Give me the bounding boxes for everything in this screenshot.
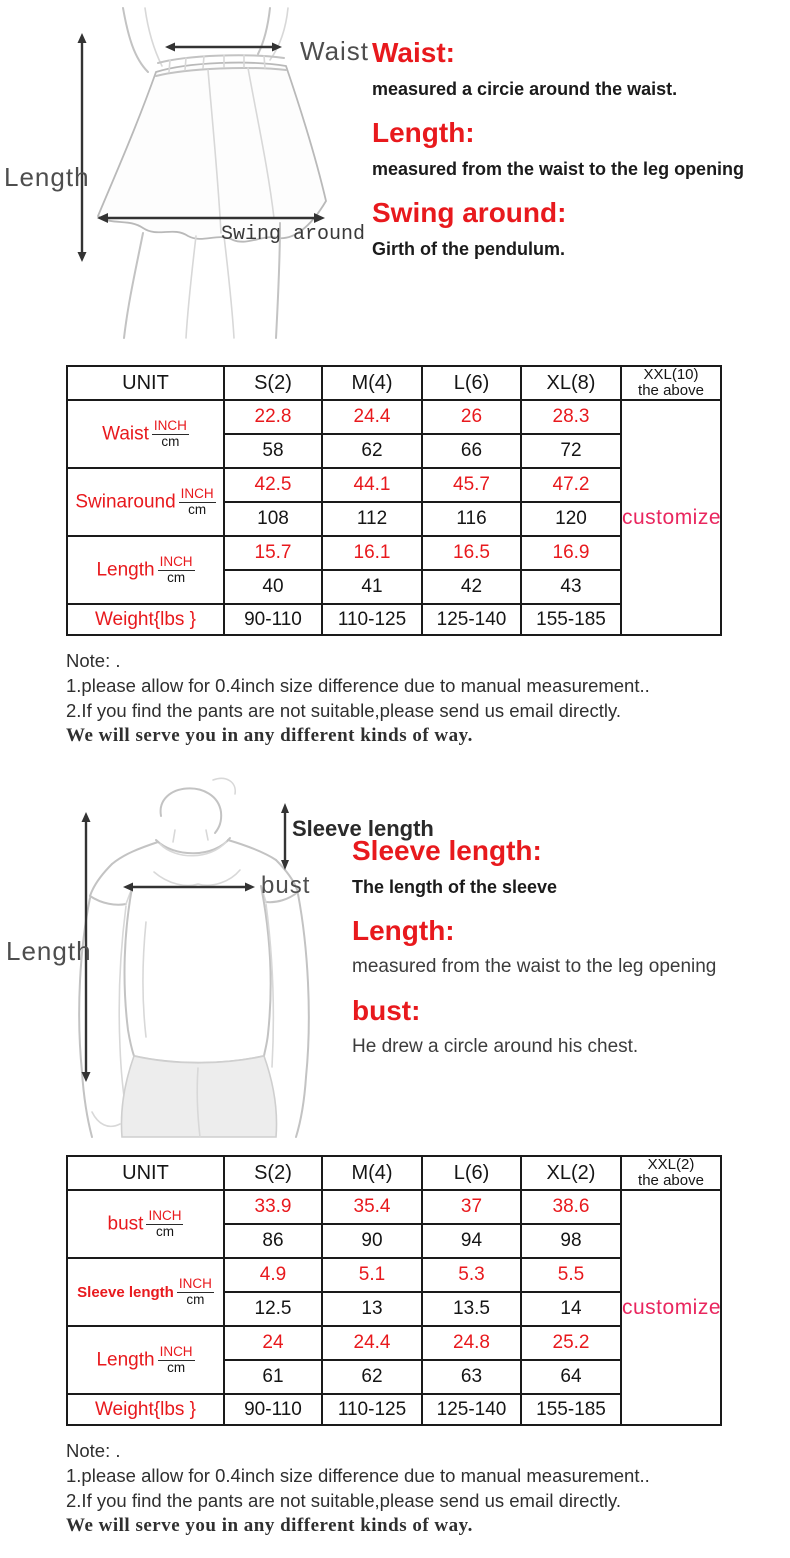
value-cell: 90 [322, 1224, 422, 1258]
value-cell: 66 [422, 434, 521, 468]
unit-cm: cm [188, 501, 207, 517]
table-header-row [67, 366, 721, 400]
row-label: Length [96, 1349, 155, 1370]
value-cell: 90-110 [224, 1394, 322, 1425]
value-cell: 5.5 [521, 1258, 621, 1292]
value-cell: 42.5 [224, 468, 322, 502]
unit-fraction [177, 1277, 214, 1308]
value-cell: 33.9 [224, 1190, 322, 1224]
definition-term: Length: [372, 117, 475, 148]
definition-term: Length: [352, 915, 455, 946]
header-cell: XL(8) [521, 366, 621, 400]
unit-fraction [158, 555, 195, 586]
row-label-cell [67, 1258, 224, 1326]
definition-desc: He drew a circle around his chest. [352, 1036, 639, 1057]
note-title: Note: . [66, 650, 121, 671]
value-cell: 15.7 [224, 536, 322, 570]
value-cell: 26 [422, 400, 521, 434]
definitions-section-1 [372, 36, 782, 276]
table-row [67, 400, 721, 434]
swing-diagram-label: Swing around [221, 223, 366, 246]
definition-bust [352, 994, 782, 1058]
value-cell: 28.3 [521, 400, 621, 434]
customize-cell: customize [621, 1190, 721, 1425]
value-cell: 12.5 [224, 1292, 322, 1326]
value-cell: 64 [521, 1360, 621, 1394]
value-cell: 37 [422, 1190, 521, 1224]
unit-cm: cm [167, 569, 186, 585]
xxl-line2: the above [638, 382, 704, 399]
value-cell: 16.1 [322, 536, 422, 570]
size-table-shirt [66, 1155, 722, 1426]
note-line: 1.please allow for 0.4inch size difference due to manual measurement.. [66, 1465, 650, 1486]
header-cell: UNIT [67, 366, 224, 400]
note-line: 1.please allow for 0.4inch size difference due to manual measurement.. [66, 675, 650, 696]
value-cell: 63 [422, 1360, 521, 1394]
value-cell: 45.7 [422, 468, 521, 502]
xxl-line1: XXL(10) [643, 366, 699, 383]
weight-label: Weight{lbs } [67, 1394, 224, 1425]
value-cell: 5.1 [322, 1258, 422, 1292]
value-cell: 90-110 [224, 604, 322, 635]
shirt-sketch [79, 778, 309, 1137]
definition-waist [372, 36, 782, 100]
value-cell: 58 [224, 434, 322, 468]
value-cell: 155-185 [521, 1394, 621, 1425]
value-cell: 24 [224, 1326, 322, 1360]
sleeve-length-arrow [281, 803, 289, 870]
row-label-cell [67, 1190, 224, 1258]
weight-label: Weight{lbs } [67, 604, 224, 635]
definition-desc: measured a circie around the waist. [372, 79, 678, 99]
value-cell: 108 [224, 502, 322, 536]
row-label: Sleeve length [77, 1283, 174, 1301]
row-label: Waist [102, 423, 149, 444]
unit-inch: INCH [159, 553, 193, 569]
value-cell: 35.4 [322, 1190, 422, 1224]
header-cell-xxl [621, 1156, 721, 1190]
unit-fraction [152, 419, 189, 450]
row-label-cell [67, 468, 224, 536]
row-label-cell [67, 400, 224, 468]
definition-length-2 [352, 914, 782, 978]
value-cell: 40 [224, 570, 322, 604]
bust-arrow [123, 883, 255, 892]
value-cell: 16.9 [521, 536, 621, 570]
unit-fraction [146, 1209, 183, 1240]
definitions-section-2 [352, 834, 782, 1074]
definition-term: Swing around: [372, 197, 567, 228]
definition-term: bust: [352, 995, 421, 1026]
row-label: bust [107, 1213, 144, 1234]
value-cell: 16.5 [422, 536, 521, 570]
value-cell: 112 [322, 502, 422, 536]
value-cell: 42 [422, 570, 521, 604]
value-cell: 22.8 [224, 400, 322, 434]
header-cell: S(2) [224, 366, 322, 400]
unit-cm: cm [167, 1359, 186, 1375]
row-label: Swinaround [75, 491, 176, 512]
definition-length [372, 116, 782, 180]
note-line: 2.If you find the pants are not suitable,please send us email directly. [66, 1490, 621, 1511]
bust-diagram-label: bust [261, 872, 311, 899]
unit-inch: INCH [153, 417, 187, 433]
value-cell: 125-140 [422, 1394, 521, 1425]
table-header-row [67, 1156, 721, 1190]
table-row [67, 1190, 721, 1224]
value-cell: 110-125 [322, 1394, 422, 1425]
definition-term: Sleeve length: [352, 835, 542, 866]
note-line: We will serve you in any different kinds of way. [66, 1515, 473, 1536]
value-cell: 155-185 [521, 604, 621, 635]
value-cell: 61 [224, 1360, 322, 1394]
value-cell: 62 [322, 1360, 422, 1394]
note-line: 2.If you find the pants are not suitable,please send us email directly. [66, 700, 621, 721]
sleeve-diagram-label: Sleeve length [292, 816, 434, 841]
value-cell: 4.9 [224, 1258, 322, 1292]
value-cell: 38.6 [521, 1190, 621, 1224]
definition-sleeve [352, 834, 782, 898]
unit-fraction [158, 1345, 195, 1376]
header-cell: L(6) [422, 366, 521, 400]
waist-diagram-label: Waist [300, 36, 370, 66]
note-block-1 [66, 648, 650, 748]
unit-fraction [179, 487, 216, 518]
value-cell: 47.2 [521, 468, 621, 502]
length-arrow [78, 33, 87, 262]
value-cell: 13.5 [422, 1292, 521, 1326]
unit-inch: INCH [178, 1275, 212, 1291]
waist-arrow [165, 43, 282, 52]
unit-inch: INCH [180, 485, 214, 501]
definition-desc: measured from the waist to the leg opening [372, 159, 745, 179]
header-cell: M(4) [322, 366, 422, 400]
note-line: We will serve you in any different kinds of way. [66, 725, 473, 746]
unit-inch: INCH [159, 1343, 193, 1359]
note-block-2 [66, 1438, 650, 1538]
definition-desc: The length of the sleeve [352, 877, 558, 897]
length-diagram-label: Length [4, 162, 90, 192]
definition-swing [372, 196, 782, 260]
value-cell: 125-140 [422, 604, 521, 635]
definition-term: Waist: [372, 37, 455, 68]
value-cell: 94 [422, 1224, 521, 1258]
value-cell: 24.4 [322, 1326, 422, 1360]
value-cell: 43 [521, 570, 621, 604]
unit-cm: cm [161, 433, 180, 449]
header-cell-xxl [621, 366, 721, 400]
value-cell: 24.4 [322, 400, 422, 434]
definition-desc: measured from the waist to the leg opening [352, 956, 717, 977]
row-label: Length [96, 559, 155, 580]
header-cell: S(2) [224, 1156, 322, 1190]
value-cell: 110-125 [322, 604, 422, 635]
header-cell: UNIT [67, 1156, 224, 1190]
length-diagram-label-2: Length [6, 936, 92, 966]
value-cell: 62 [322, 434, 422, 468]
value-cell: 116 [422, 502, 521, 536]
value-cell: 5.3 [422, 1258, 521, 1292]
value-cell: 14 [521, 1292, 621, 1326]
xxl-line2: the above [638, 1172, 704, 1189]
value-cell: 120 [521, 502, 621, 536]
value-cell: 86 [224, 1224, 322, 1258]
value-cell: 24.8 [422, 1326, 521, 1360]
customize-cell: customize [621, 400, 721, 635]
row-label-cell [67, 1326, 224, 1394]
value-cell: 44.1 [322, 468, 422, 502]
size-table-skirt [66, 365, 722, 636]
row-label-cell [67, 536, 224, 604]
xxl-line1: XXL(2) [647, 1156, 695, 1173]
value-cell: 72 [521, 434, 621, 468]
unit-cm: cm [186, 1291, 205, 1307]
unit-inch: INCH [148, 1207, 182, 1223]
note-title: Note: . [66, 1440, 121, 1461]
unit-cm: cm [155, 1223, 174, 1239]
definition-desc: Girth of the pendulum. [372, 239, 565, 259]
header-cell: XL(2) [521, 1156, 621, 1190]
value-cell: 98 [521, 1224, 621, 1258]
value-cell: 41 [322, 570, 422, 604]
value-cell: 13 [322, 1292, 422, 1326]
header-cell: M(4) [322, 1156, 422, 1190]
header-cell: L(6) [422, 1156, 521, 1190]
skirt-sketch [98, 8, 326, 338]
value-cell: 25.2 [521, 1326, 621, 1360]
